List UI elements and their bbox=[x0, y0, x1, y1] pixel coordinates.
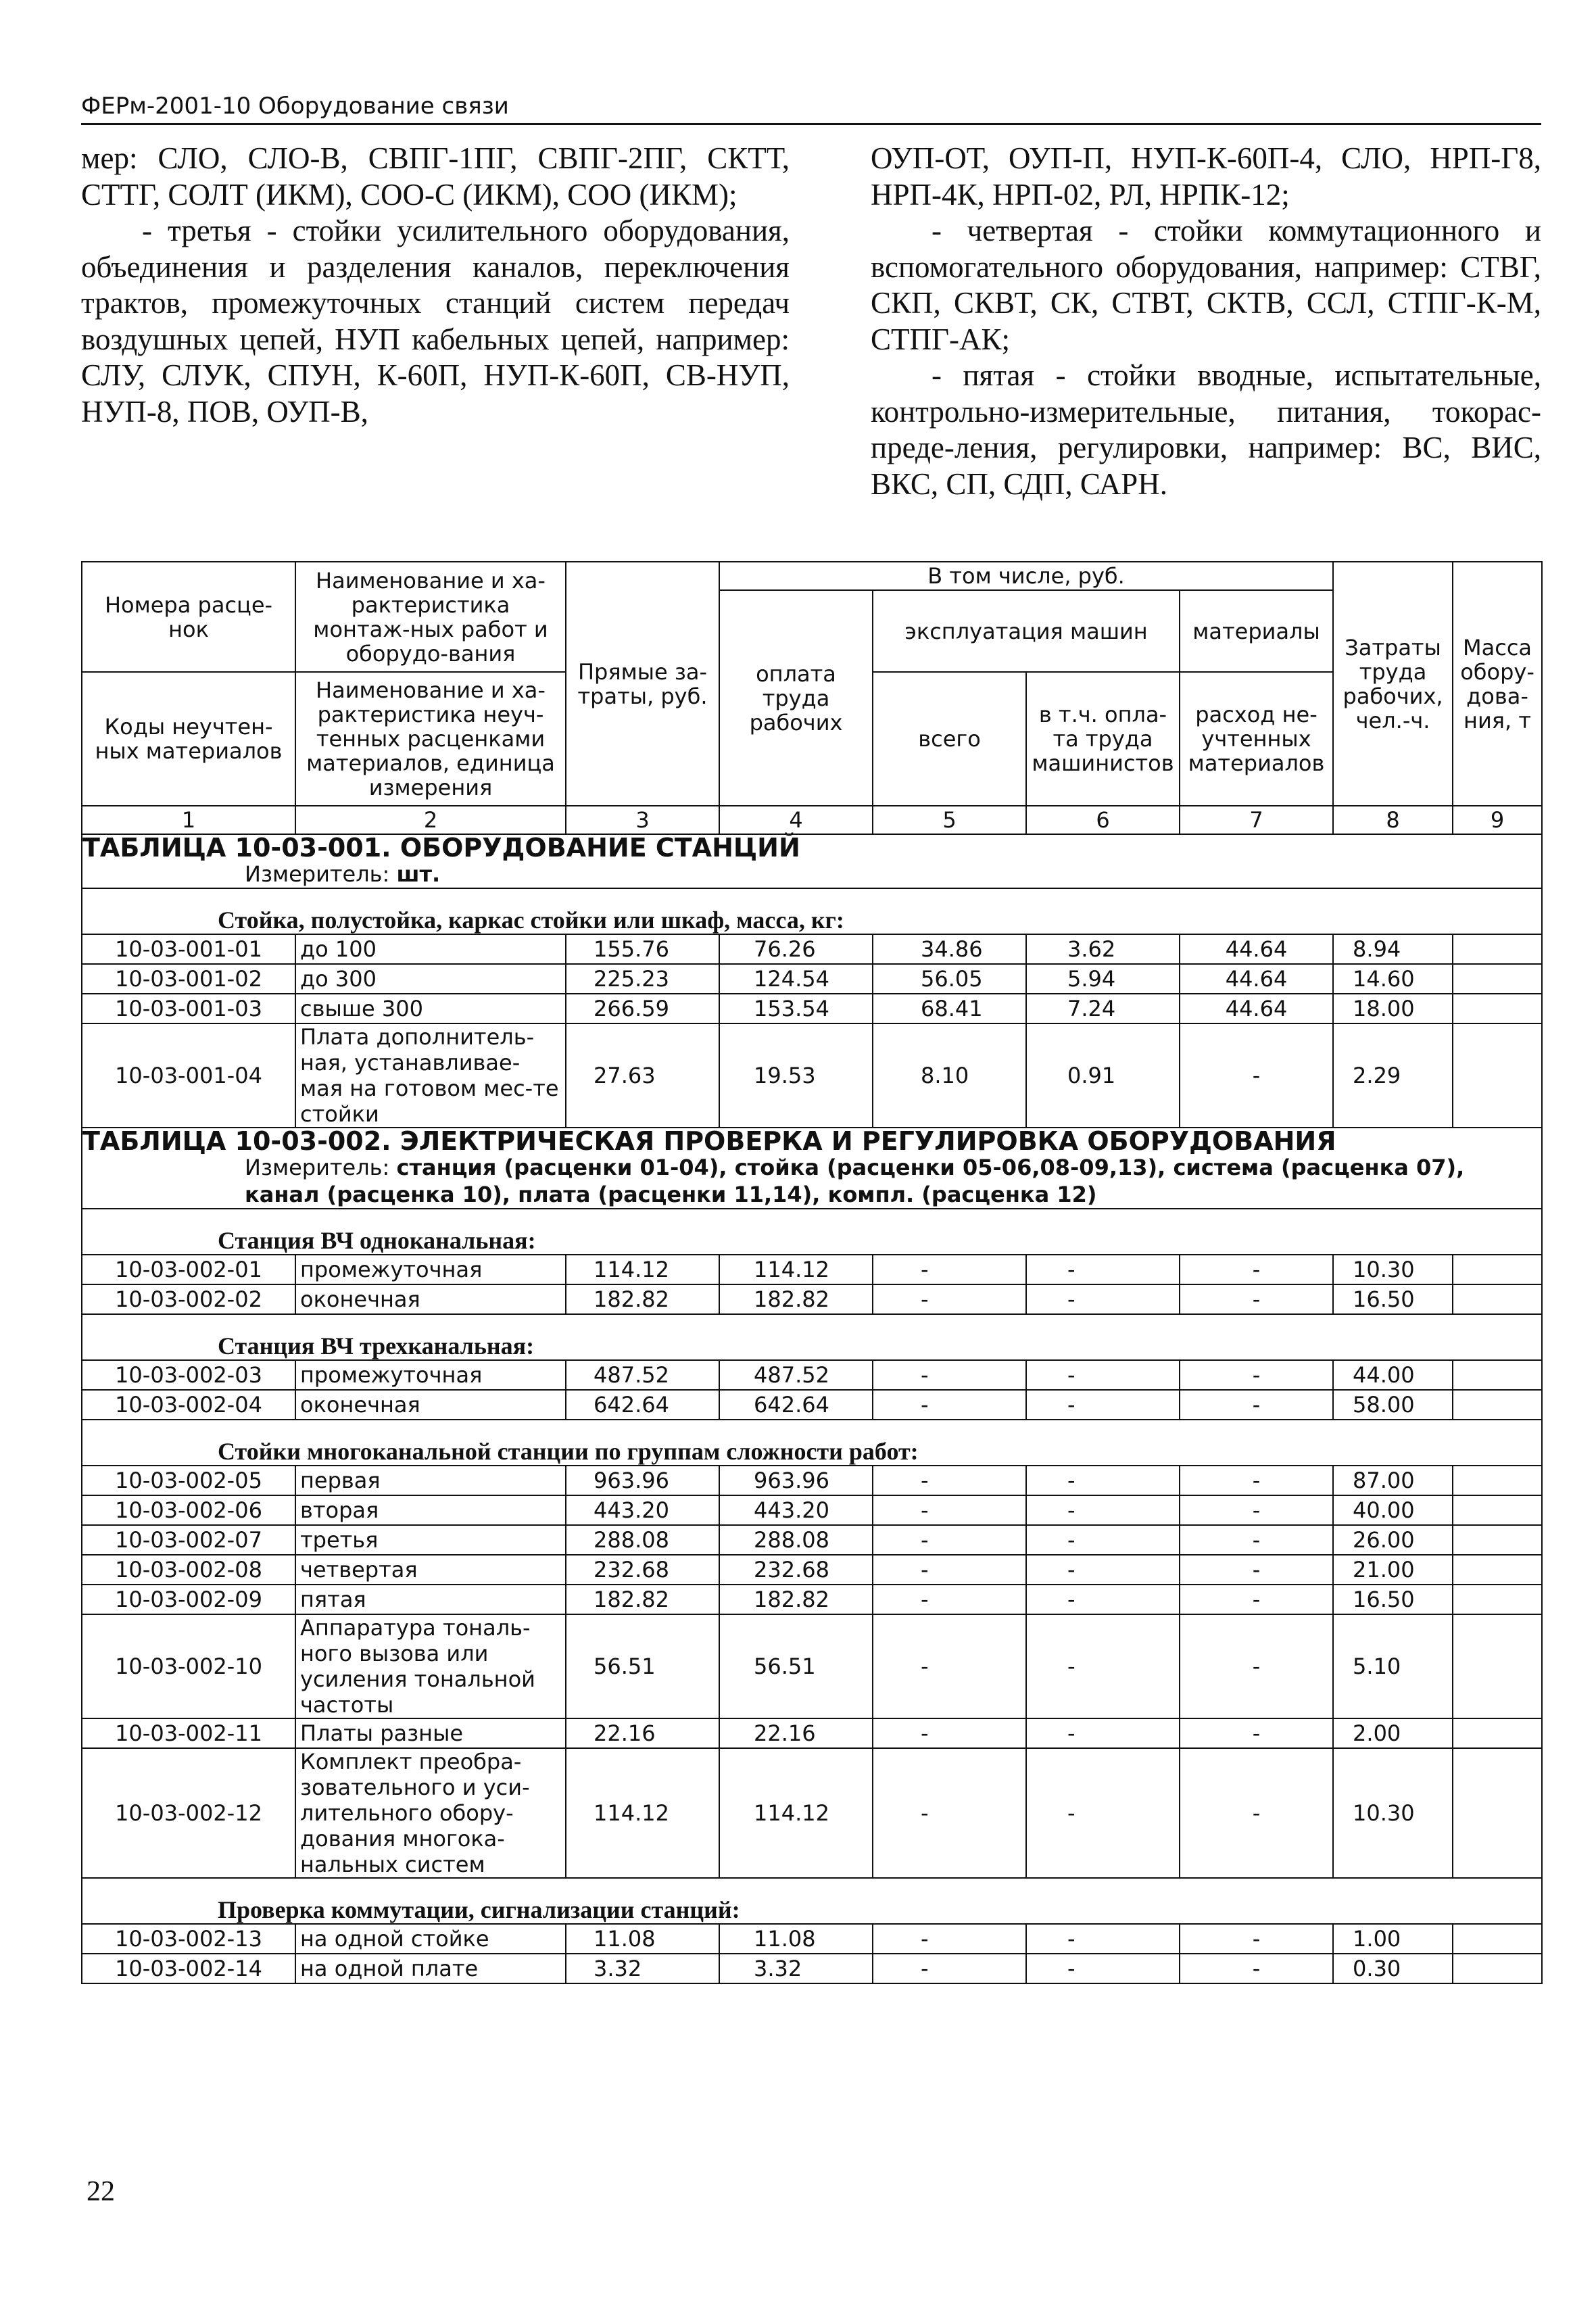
col1-top-header: Номера расце-нок bbox=[82, 562, 295, 672]
work-name: на одной стойке bbox=[295, 1924, 566, 1954]
labor-hours: 21.00 bbox=[1333, 1555, 1453, 1585]
rate-code: 10-03-001-01 bbox=[82, 934, 295, 964]
direct-costs: 114.12 bbox=[566, 1748, 719, 1878]
column-numbers-row bbox=[82, 806, 1542, 834]
labor-hours: 5.10 bbox=[1333, 1614, 1453, 1718]
table-row bbox=[82, 964, 1542, 994]
work-name: свыше 300 bbox=[295, 994, 566, 1023]
labor-hours: 26.00 bbox=[1333, 1525, 1453, 1555]
materials-consumption: 44.64 bbox=[1180, 994, 1333, 1023]
equipment-mass bbox=[1453, 1390, 1542, 1420]
machines-total: - bbox=[873, 1390, 1026, 1420]
materials-consumption: - bbox=[1180, 1748, 1333, 1878]
machines-total: - bbox=[873, 1555, 1026, 1585]
work-name: третья bbox=[295, 1525, 566, 1555]
machines-total: - bbox=[873, 1525, 1026, 1555]
col7-header: расход не-учтенных материалов bbox=[1180, 672, 1333, 806]
materials-consumption: - bbox=[1180, 1284, 1333, 1314]
equipment-mass bbox=[1453, 1954, 1542, 1983]
table-row bbox=[82, 1525, 1542, 1555]
labor-payment: 76.26 bbox=[719, 934, 873, 964]
machines-header: эксплуатация машин bbox=[873, 590, 1180, 672]
rate-code: 10-03-002-03 bbox=[82, 1360, 295, 1390]
intro-text bbox=[81, 141, 1541, 519]
labor-payment: 114.12 bbox=[719, 1255, 873, 1284]
table-row bbox=[82, 1924, 1542, 1954]
labor-hours: 1.00 bbox=[1333, 1924, 1453, 1954]
intro-paragraph: мер: СЛО, СЛО-В, СВПГ-1ПГ, СВПГ-2ПГ, СКТТ, СТТГ, СОЛТ (ИКМ), СОО-С (ИКМ), СОО (ИКМ); bbox=[81, 141, 790, 212]
rate-code: 10-03-002-12 bbox=[82, 1748, 295, 1878]
work-name: Комплект преобра-зовательного и уси-лительного обору-дования многока-нальных систем bbox=[295, 1748, 566, 1878]
rate-code: 10-03-001-03 bbox=[82, 994, 295, 1023]
rate-code: 10-03-002-11 bbox=[82, 1718, 295, 1748]
column-number: 8 bbox=[1333, 806, 1453, 834]
labor-payment: 288.08 bbox=[719, 1525, 873, 1555]
machines-total: - bbox=[873, 1954, 1026, 1983]
col9-header: Масса обору-дова-ния, т bbox=[1453, 562, 1542, 806]
machinists-payment: 3.62 bbox=[1026, 934, 1180, 964]
labor-hours: 40.00 bbox=[1333, 1495, 1453, 1525]
machinists-payment: - bbox=[1026, 1718, 1180, 1748]
direct-costs: 642.64 bbox=[566, 1390, 719, 1420]
work-name: оконечная bbox=[295, 1390, 566, 1420]
work-name: до 100 bbox=[295, 934, 566, 964]
measure-value: станция (расценки 01-04), стойка (расценки 05-06,08-09,13), система (расценка 07), канал (расценка 10), плата (расценки 11,14), компл. (расценка 12) bbox=[245, 1155, 1465, 1207]
section-row bbox=[82, 834, 1542, 888]
section-header bbox=[82, 834, 1542, 888]
equipment-mass bbox=[1453, 1495, 1542, 1525]
column-number: 6 bbox=[1026, 806, 1180, 834]
machinists-payment: - bbox=[1026, 1360, 1180, 1390]
machines-total: 68.41 bbox=[873, 994, 1026, 1023]
labor-hours: 18.00 bbox=[1333, 994, 1453, 1023]
section-title: ТАБЛИЦА 10-03-001. ОБОРУДОВАНИЕ СТАНЦИЙ bbox=[82, 833, 800, 863]
measure-value: шт. bbox=[396, 861, 441, 887]
labor-payment: 153.54 bbox=[719, 994, 873, 1023]
direct-costs: 182.82 bbox=[566, 1284, 719, 1314]
machines-total: 34.86 bbox=[873, 934, 1026, 964]
work-name: первая bbox=[295, 1466, 566, 1495]
rate-code: 10-03-002-04 bbox=[82, 1390, 295, 1420]
direct-costs: 22.16 bbox=[566, 1718, 719, 1748]
materials-consumption: - bbox=[1180, 1390, 1333, 1420]
machinists-payment: - bbox=[1026, 1555, 1180, 1585]
direct-costs: 487.52 bbox=[566, 1360, 719, 1390]
work-name: промежуточная bbox=[295, 1360, 566, 1390]
direct-costs: 182.82 bbox=[566, 1585, 719, 1614]
work-name: Плата дополнитель-ная, устанавливае-мая на готовом мес-те стойки bbox=[295, 1023, 566, 1128]
direct-costs: 225.23 bbox=[566, 964, 719, 994]
materials-consumption: - bbox=[1180, 1023, 1333, 1128]
work-name: четвертая bbox=[295, 1555, 566, 1585]
table-row bbox=[82, 934, 1542, 964]
machines-total: - bbox=[873, 1924, 1026, 1954]
group-row bbox=[82, 1209, 1542, 1255]
equipment-mass bbox=[1453, 1585, 1542, 1614]
materials-consumption: - bbox=[1180, 1360, 1333, 1390]
table-row bbox=[82, 1255, 1542, 1284]
equipment-mass bbox=[1453, 1284, 1542, 1314]
work-name: вторая bbox=[295, 1495, 566, 1525]
col2-bottom-header: Наименование и ха-рактеристика неуч-тенных расценками материалов, единица измерения bbox=[295, 672, 566, 806]
machinists-payment: - bbox=[1026, 1525, 1180, 1555]
materials-consumption: - bbox=[1180, 1718, 1333, 1748]
labor-hours: 14.60 bbox=[1333, 964, 1453, 994]
included-header: В том числе, руб. bbox=[719, 562, 1333, 590]
equipment-mass bbox=[1453, 1525, 1542, 1555]
work-name: до 300 bbox=[295, 964, 566, 994]
group-row bbox=[82, 888, 1542, 934]
machines-total: - bbox=[873, 1360, 1026, 1390]
work-name: Платы разные bbox=[295, 1718, 566, 1748]
equipment-mass bbox=[1453, 1748, 1542, 1878]
intro-paragraph: - пятая - стойки вводные, испытательные, контрольно-измерительные, питания, токорас-преде-ления, регулировки, например: ВС, ВИС, ВКС, СП, СДП, САРН. bbox=[871, 358, 1541, 501]
direct-costs: 3.32 bbox=[566, 1954, 719, 1983]
header-row-1 bbox=[82, 562, 1542, 590]
column-number: 2 bbox=[295, 806, 566, 834]
measure-label: Измеритель: bbox=[245, 861, 397, 887]
equipment-mass bbox=[1453, 994, 1542, 1023]
machinists-payment: - bbox=[1026, 1284, 1180, 1314]
direct-costs: 56.51 bbox=[566, 1614, 719, 1718]
labor-payment: 3.32 bbox=[719, 1954, 873, 1983]
machinists-payment: 0.91 bbox=[1026, 1023, 1180, 1128]
table-row bbox=[82, 1495, 1542, 1525]
equipment-mass bbox=[1453, 964, 1542, 994]
labor-payment: 22.16 bbox=[719, 1718, 873, 1748]
machines-total: - bbox=[873, 1748, 1026, 1878]
labor-hours: 44.00 bbox=[1333, 1360, 1453, 1390]
table-row bbox=[82, 1585, 1542, 1614]
col4-header: оплата труда рабочих bbox=[719, 590, 873, 806]
labor-hours: 0.30 bbox=[1333, 1954, 1453, 1983]
rate-code: 10-03-002-14 bbox=[82, 1954, 295, 1983]
rate-code: 10-03-001-02 bbox=[82, 964, 295, 994]
machinists-payment: - bbox=[1026, 1495, 1180, 1525]
rate-code: 10-03-002-06 bbox=[82, 1495, 295, 1525]
machines-total: - bbox=[873, 1466, 1026, 1495]
machines-total: - bbox=[873, 1284, 1026, 1314]
intro-left-column bbox=[81, 141, 790, 430]
column-number: 9 bbox=[1453, 806, 1542, 834]
materials-consumption: - bbox=[1180, 1555, 1333, 1585]
work-name: оконечная bbox=[295, 1284, 566, 1314]
direct-costs: 232.68 bbox=[566, 1555, 719, 1585]
rate-code: 10-03-001-04 bbox=[82, 1023, 295, 1128]
section-measure bbox=[82, 1154, 1537, 1208]
materials-consumption: - bbox=[1180, 1954, 1333, 1983]
rate-code: 10-03-002-02 bbox=[82, 1284, 295, 1314]
rate-code: 10-03-002-07 bbox=[82, 1525, 295, 1555]
materials-header: материалы bbox=[1180, 590, 1333, 672]
machines-total: - bbox=[873, 1255, 1026, 1284]
equipment-mass bbox=[1453, 1360, 1542, 1390]
materials-consumption: - bbox=[1180, 1924, 1333, 1954]
column-number: 4 bbox=[719, 806, 873, 834]
table-row bbox=[82, 994, 1542, 1023]
direct-costs: 443.20 bbox=[566, 1495, 719, 1525]
column-number: 1 bbox=[82, 806, 295, 834]
equipment-mass bbox=[1453, 1466, 1542, 1495]
machinists-payment: - bbox=[1026, 1585, 1180, 1614]
col2-top-header: Наименование и ха-рактеристика монтаж-ных работ и оборудо-вания bbox=[295, 562, 566, 672]
direct-costs: 27.63 bbox=[566, 1023, 719, 1128]
machinists-payment: 5.94 bbox=[1026, 964, 1180, 994]
direct-costs: 266.59 bbox=[566, 994, 719, 1023]
table-row bbox=[82, 1360, 1542, 1390]
table-row bbox=[82, 1748, 1542, 1878]
labor-payment: 963.96 bbox=[719, 1466, 873, 1495]
intro-paragraph: - третья - стойки усилительного оборудования, объединения и разделения каналов, переключения трактов, промежуточных станций систем передач воздушных цепей, НУП кабельных цепей, например: СЛУ, СЛУК, СПУН, К-60П, НУП-К-60П, СВ-НУП, НУП-8, ПОВ, ОУП-В, bbox=[81, 214, 790, 429]
column-number: 7 bbox=[1180, 806, 1333, 834]
section-header bbox=[82, 1128, 1542, 1209]
direct-costs: 288.08 bbox=[566, 1525, 719, 1555]
labor-hours: 8.94 bbox=[1333, 934, 1453, 964]
machinists-payment: - bbox=[1026, 1748, 1180, 1878]
labor-payment: 182.82 bbox=[719, 1585, 873, 1614]
materials-consumption: - bbox=[1180, 1255, 1333, 1284]
running-header-title: ФЕРм-2001-10 Оборудование связи bbox=[81, 93, 509, 120]
group-row bbox=[82, 1878, 1542, 1924]
equipment-mass bbox=[1453, 1718, 1542, 1748]
rate-code: 10-03-002-09 bbox=[82, 1585, 295, 1614]
materials-consumption: - bbox=[1180, 1585, 1333, 1614]
column-number: 3 bbox=[566, 806, 719, 834]
rate-code: 10-03-002-13 bbox=[82, 1924, 295, 1954]
group-title: Стойки многоканальной станции по группам сложности работ: bbox=[82, 1420, 1542, 1466]
column-number: 5 bbox=[873, 806, 1026, 834]
machinists-payment: - bbox=[1026, 1614, 1180, 1718]
col3-header: Прямые за-траты, руб. bbox=[566, 562, 719, 806]
machinists-payment: - bbox=[1026, 1390, 1180, 1420]
col5-header: всего bbox=[873, 672, 1026, 806]
rate-code: 10-03-002-05 bbox=[82, 1466, 295, 1495]
machines-total: 8.10 bbox=[873, 1023, 1026, 1128]
labor-hours: 10.30 bbox=[1333, 1748, 1453, 1878]
labor-payment: 56.51 bbox=[719, 1614, 873, 1718]
labor-payment: 114.12 bbox=[719, 1748, 873, 1878]
equipment-mass bbox=[1453, 1255, 1542, 1284]
equipment-mass bbox=[1453, 1924, 1542, 1954]
group-title: Станция ВЧ одноканальная: bbox=[82, 1209, 1542, 1255]
rates-table bbox=[81, 561, 1543, 1984]
section-row bbox=[82, 1128, 1542, 1209]
running-header bbox=[81, 92, 1541, 125]
machines-total: - bbox=[873, 1495, 1026, 1525]
table-row bbox=[82, 1466, 1542, 1495]
intro-paragraph: ОУП-ОТ, ОУП-П, НУП-К-60П-4, СЛО, НРП-Г8, НРП-4К, НРП-02, РЛ, НРПК-12; bbox=[871, 141, 1541, 212]
materials-consumption: 44.64 bbox=[1180, 934, 1333, 964]
direct-costs: 114.12 bbox=[566, 1255, 719, 1284]
table-row bbox=[82, 1718, 1542, 1748]
group-title: Стойка, полустойка, каркас стойки или шкаф, масса, кг: bbox=[82, 888, 1542, 934]
equipment-mass bbox=[1453, 1614, 1542, 1718]
labor-payment: 232.68 bbox=[719, 1555, 873, 1585]
labor-hours: 16.50 bbox=[1333, 1284, 1453, 1314]
labor-payment: 642.64 bbox=[719, 1390, 873, 1420]
group-title: Проверка коммутации, сигнализации станций: bbox=[82, 1878, 1542, 1924]
labor-hours: 2.00 bbox=[1333, 1718, 1453, 1748]
labor-payment: 124.54 bbox=[719, 964, 873, 994]
table-row bbox=[82, 1284, 1542, 1314]
labor-payment: 487.52 bbox=[719, 1360, 873, 1390]
machinists-payment: - bbox=[1026, 1954, 1180, 1983]
section-title: ТАБЛИЦА 10-03-002. ЭЛЕКТРИЧЕСКАЯ ПРОВЕРКА И РЕГУЛИРОВКА ОБОРУДОВАНИЯ bbox=[82, 1126, 1336, 1156]
machinists-payment: 7.24 bbox=[1026, 994, 1180, 1023]
equipment-mass bbox=[1453, 1555, 1542, 1585]
work-name: пятая bbox=[295, 1585, 566, 1614]
table-row bbox=[82, 1555, 1542, 1585]
materials-consumption: - bbox=[1180, 1525, 1333, 1555]
direct-costs: 11.08 bbox=[566, 1924, 719, 1954]
table-row bbox=[82, 1954, 1542, 1983]
direct-costs: 963.96 bbox=[566, 1466, 719, 1495]
labor-payment: 19.53 bbox=[719, 1023, 873, 1128]
page-number: 22 bbox=[87, 2176, 115, 2207]
group-row bbox=[82, 1314, 1542, 1360]
machines-total: - bbox=[873, 1718, 1026, 1748]
labor-hours: 87.00 bbox=[1333, 1466, 1453, 1495]
col8-header: Затраты труда рабочих, чел.-ч. bbox=[1333, 562, 1453, 806]
materials-consumption: - bbox=[1180, 1466, 1333, 1495]
labor-payment: 11.08 bbox=[719, 1924, 873, 1954]
rate-code: 10-03-002-10 bbox=[82, 1614, 295, 1718]
table-row bbox=[82, 1614, 1542, 1718]
work-name: промежуточная bbox=[295, 1255, 566, 1284]
work-name: на одной плате bbox=[295, 1954, 566, 1983]
materials-consumption: - bbox=[1180, 1495, 1333, 1525]
col6-header: в т.ч. опла-та труда машинистов bbox=[1026, 672, 1180, 806]
machinists-payment: - bbox=[1026, 1255, 1180, 1284]
section-measure bbox=[82, 861, 1537, 888]
equipment-mass bbox=[1453, 1023, 1542, 1128]
labor-payment: 182.82 bbox=[719, 1284, 873, 1314]
machines-total: - bbox=[873, 1614, 1026, 1718]
machinists-payment: - bbox=[1026, 1924, 1180, 1954]
labor-hours: 10.30 bbox=[1333, 1255, 1453, 1284]
labor-hours: 58.00 bbox=[1333, 1390, 1453, 1420]
intro-paragraph: - четвертая - стойки коммутационного и вспомогательного оборудования, например: СТВГ, СКП, СКВТ, СК, СТВТ, СКТВ, ССЛ, СТПГ-К-М, СТПГ-АК; bbox=[871, 214, 1541, 356]
machines-total: 56.05 bbox=[873, 964, 1026, 994]
labor-hours: 16.50 bbox=[1333, 1585, 1453, 1614]
rate-code: 10-03-002-08 bbox=[82, 1555, 295, 1585]
labor-payment: 443.20 bbox=[719, 1495, 873, 1525]
work-name: Аппаратура тональ-ного вызова или усиления тональной частоты bbox=[295, 1614, 566, 1718]
group-title: Станция ВЧ трехканальная: bbox=[82, 1314, 1542, 1360]
intro-right-column bbox=[871, 141, 1541, 502]
group-row bbox=[82, 1420, 1542, 1466]
measure-label: Измеритель: bbox=[245, 1155, 397, 1180]
labor-hours: 2.29 bbox=[1333, 1023, 1453, 1128]
table-row bbox=[82, 1390, 1542, 1420]
materials-consumption: 44.64 bbox=[1180, 964, 1333, 994]
direct-costs: 155.76 bbox=[566, 934, 719, 964]
equipment-mass bbox=[1453, 934, 1542, 964]
materials-consumption: - bbox=[1180, 1614, 1333, 1718]
machinists-payment: - bbox=[1026, 1466, 1180, 1495]
table-row bbox=[82, 1023, 1542, 1128]
machines-total: - bbox=[873, 1585, 1026, 1614]
rate-code: 10-03-002-01 bbox=[82, 1255, 295, 1284]
col1-bottom-header: Коды неучтен-ных материалов bbox=[82, 672, 295, 806]
